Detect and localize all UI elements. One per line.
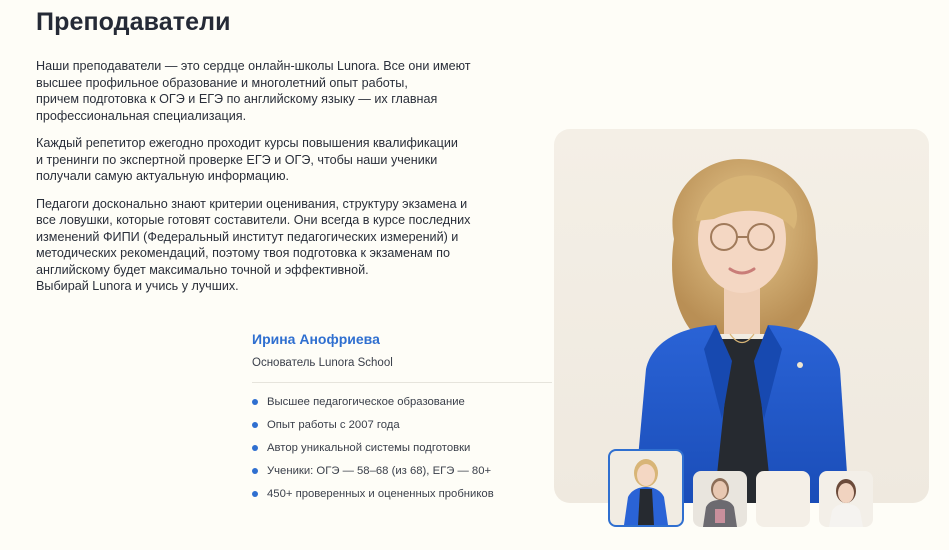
teacher-info (252, 331, 552, 510)
intro-paragraph-2: Каждый репетитор ежегодно проходит курсы повышения квалификации и тренинги по экспертной проверке ЕГЭ и ОГЭ, чтобы наши ученики получали самую актуальную информацию. (36, 136, 458, 183)
intro-text (36, 58, 496, 306)
teacher-fact (252, 441, 552, 455)
intro-paragraph-3: Педагоги досконально знают критерии оценивания, структуру экзамена и все ловушки, которые готовят составители. Они всегда в курсе последних изменений ФИПИ (Федеральный институт педагогических измерений) и методических рекомендаций, поэтому твоя подготовка к экзаменам по английскому будет максимально точной и эффективной. Выбирай Lunora и учись у лучших. (36, 196, 471, 293)
teacher-portrait-illustration (554, 129, 929, 503)
teacher-fact-text: Ученики: ОГЭ — 58–68 (из 68), ЕГЭ — 80+ (267, 465, 492, 477)
teacher-photo (554, 129, 929, 503)
teacher-facts-list (252, 395, 552, 501)
teacher-fact (252, 395, 552, 409)
photo-thumbnails (608, 449, 888, 527)
bullet-dot-icon (252, 468, 258, 474)
thumbnail-3[interactable] (756, 471, 810, 527)
thumbnail-1[interactable] (608, 449, 684, 527)
bullet-dot-icon (252, 445, 258, 451)
bullet-dot-icon (252, 422, 258, 428)
thumbnail-portrait-icon (610, 451, 682, 525)
teacher-fact (252, 418, 552, 432)
thumbnail-4[interactable] (819, 471, 873, 527)
teacher-fact-text: Опыт работы с 2007 года (267, 419, 400, 431)
divider (252, 382, 552, 383)
teacher-fact-text: Автор уникальной системы подготовки (267, 442, 471, 454)
teacher-fact (252, 487, 552, 501)
teacher-fact-text: 450+ проверенных и оцененных пробников (267, 488, 494, 500)
teacher-role: Основатель Lunora School (252, 357, 393, 369)
page-title: Преподаватели (36, 8, 231, 36)
teacher-fact (252, 464, 552, 478)
thumbnail-portrait-icon (693, 471, 747, 527)
intro-paragraph-1: Наши преподаватели — это сердце онлайн-школы Lunora. Все они имеют высшее профильное образование и многолетний опыт работы, причем подготовка к ОГЭ и ЕГЭ по английскому языку — их главная профессиональная специализация. (36, 59, 471, 123)
thumbnail-2[interactable] (693, 471, 747, 527)
bullet-dot-icon (252, 491, 258, 497)
bullet-dot-icon (252, 399, 258, 405)
teacher-name: Ирина Анофриева (252, 331, 380, 347)
thumbnail-portrait-icon (819, 471, 873, 527)
teacher-fact-text: Высшее педагогическое образование (267, 396, 465, 408)
